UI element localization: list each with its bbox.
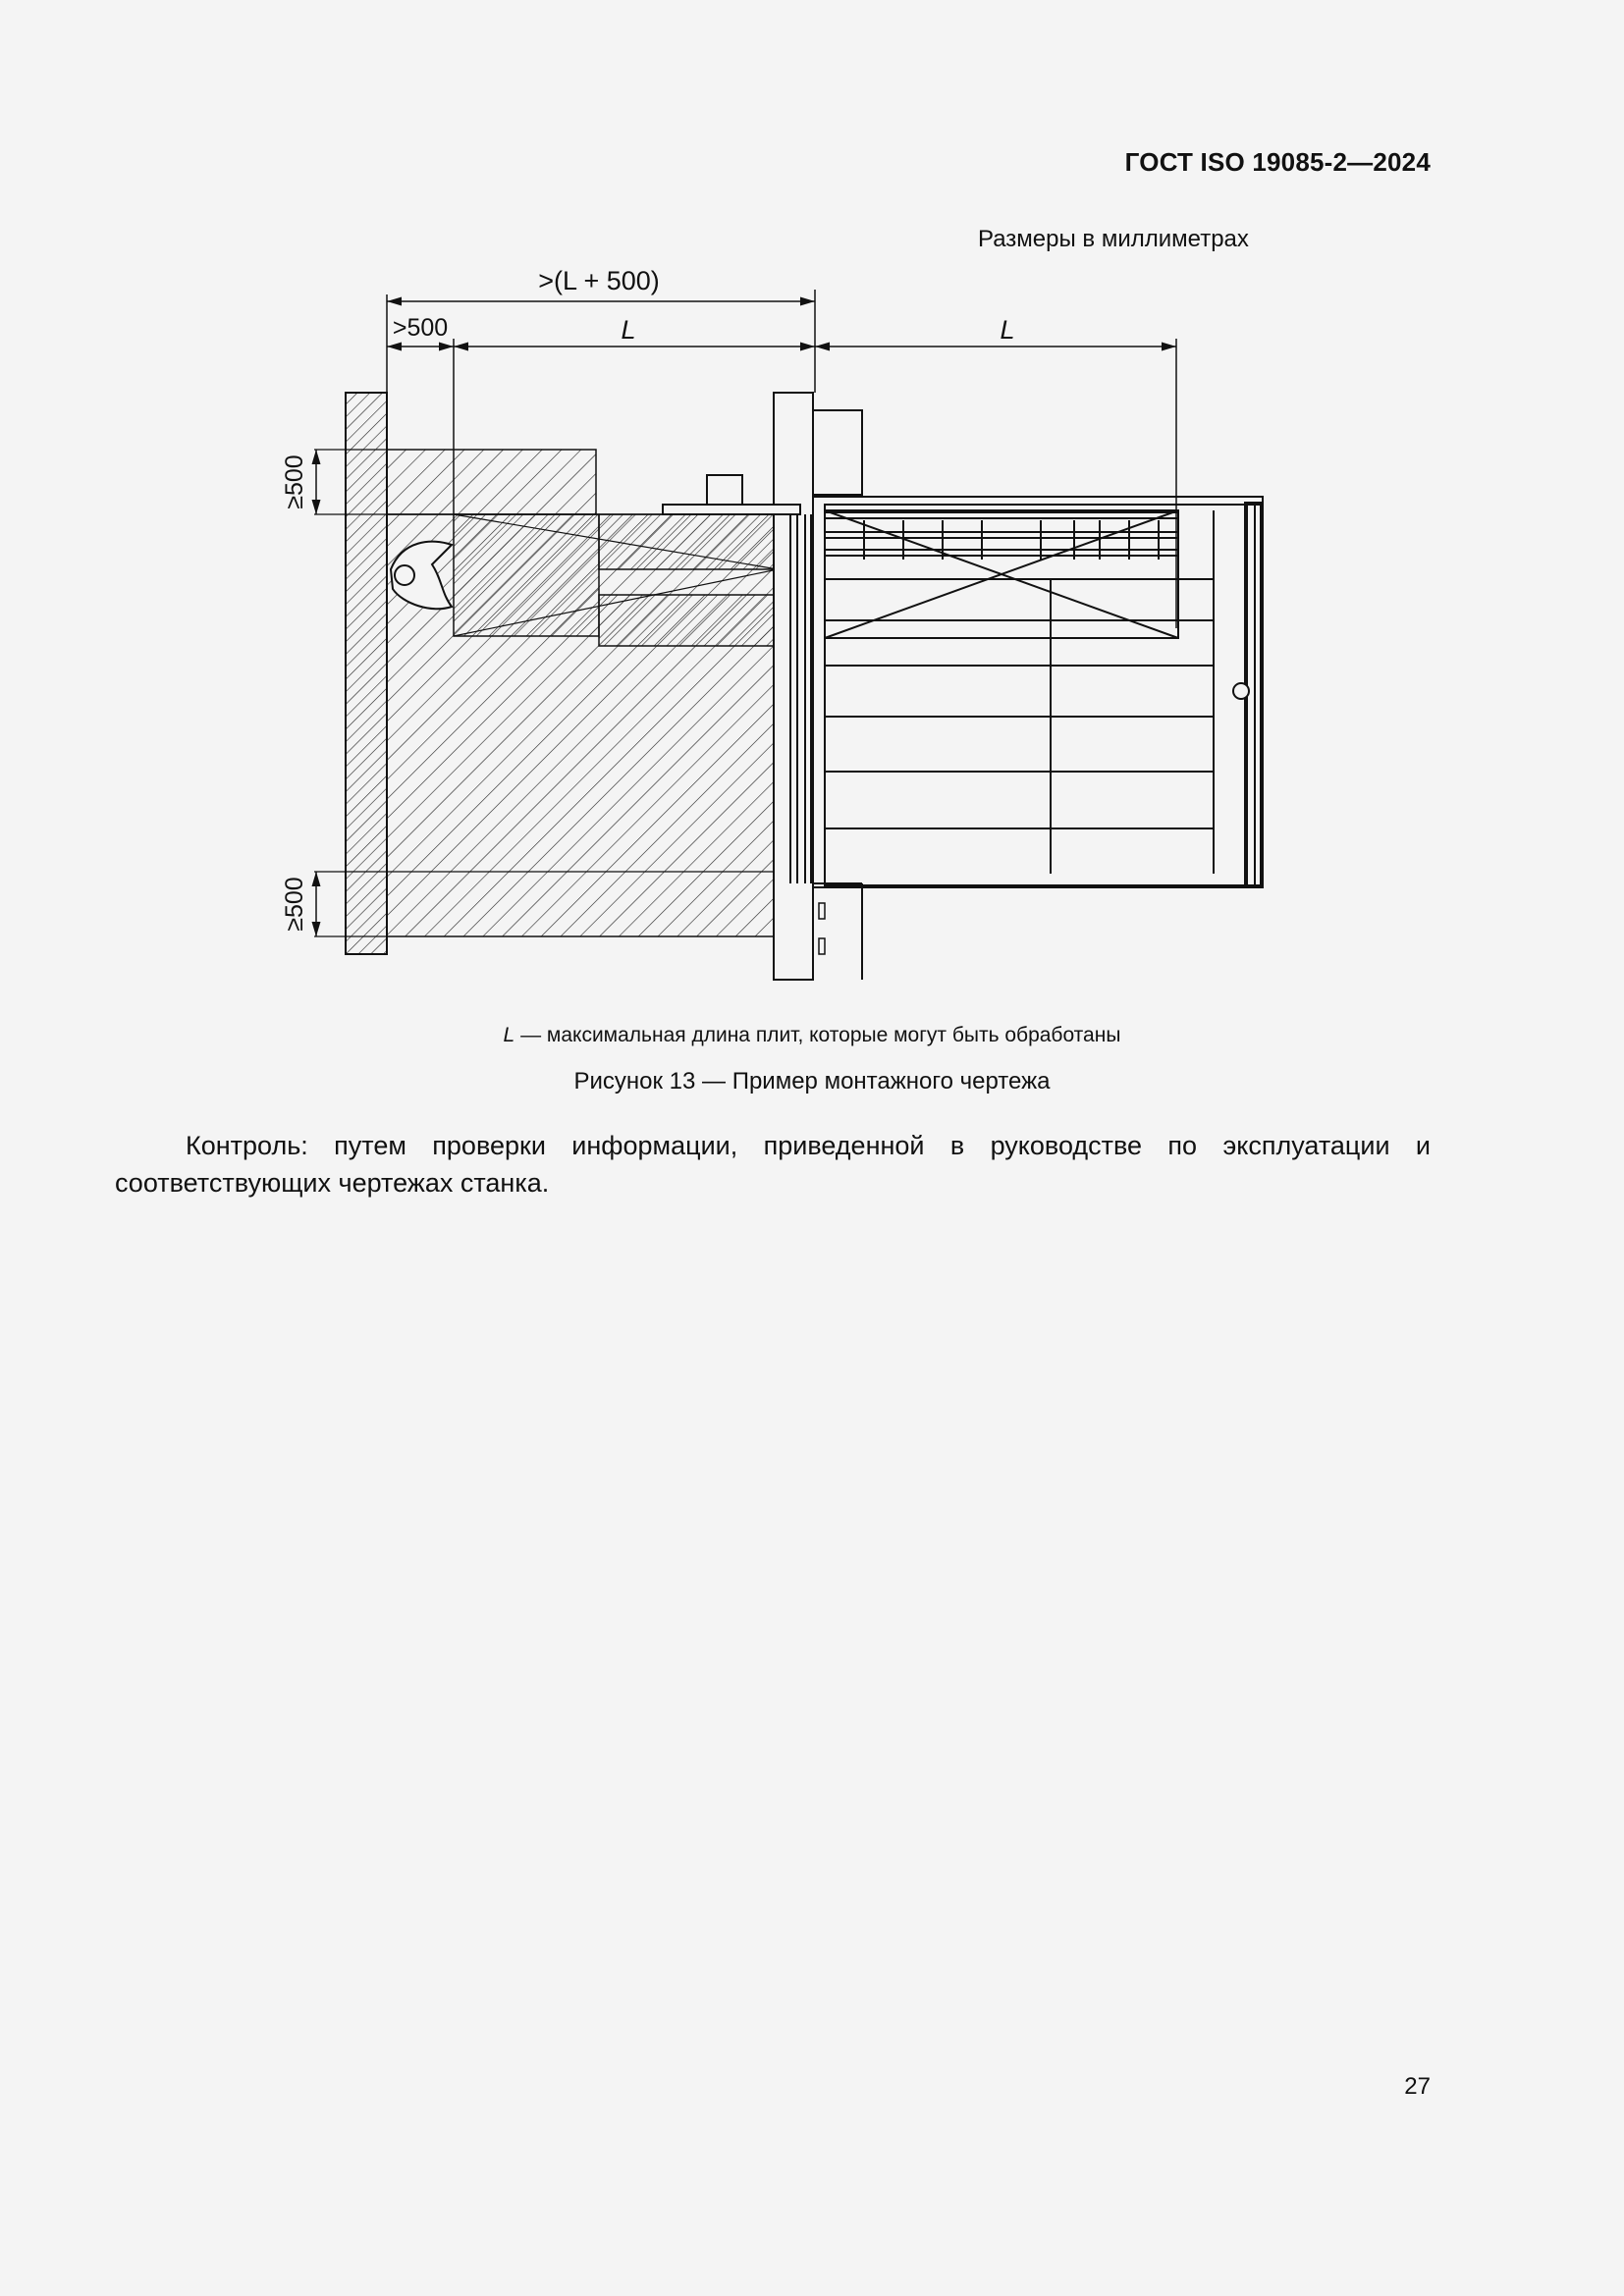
- legend-text: — максимальная длина плит, которые могут быть обработаны: [514, 1024, 1121, 1046]
- dim-length-right-label: L: [1000, 315, 1015, 345]
- support-table: [813, 497, 1263, 887]
- dim-clearance-label: >500: [392, 314, 449, 342]
- mounting-drawing: [275, 250, 1286, 996]
- figure-caption: Рисунок 13 — Пример монтажного чертежа: [573, 1068, 1051, 1095]
- wall: [346, 393, 387, 954]
- legend-symbol: L: [503, 1024, 515, 1046]
- dim-total-label: >(L + 500): [538, 266, 660, 295]
- page-number: 27: [1404, 2073, 1431, 2100]
- dim-margin-bottom-label: ≥500: [281, 877, 308, 932]
- body-paragraph: Контроль: путем проверки информации, приведенной в руководстве по эксплуатации и соответствующих чертежах станка.: [115, 1131, 1431, 1198]
- figure-legend: [0, 1024, 1624, 1047]
- document-header: ГОСТ ISO 19085-2—2024: [1124, 147, 1431, 177]
- working-area: [387, 450, 778, 936]
- dim-margin-top-label: ≥500: [281, 454, 308, 509]
- units-note: Размеры в миллиметрах: [978, 226, 1249, 252]
- dim-length-left-label: L: [621, 315, 636, 345]
